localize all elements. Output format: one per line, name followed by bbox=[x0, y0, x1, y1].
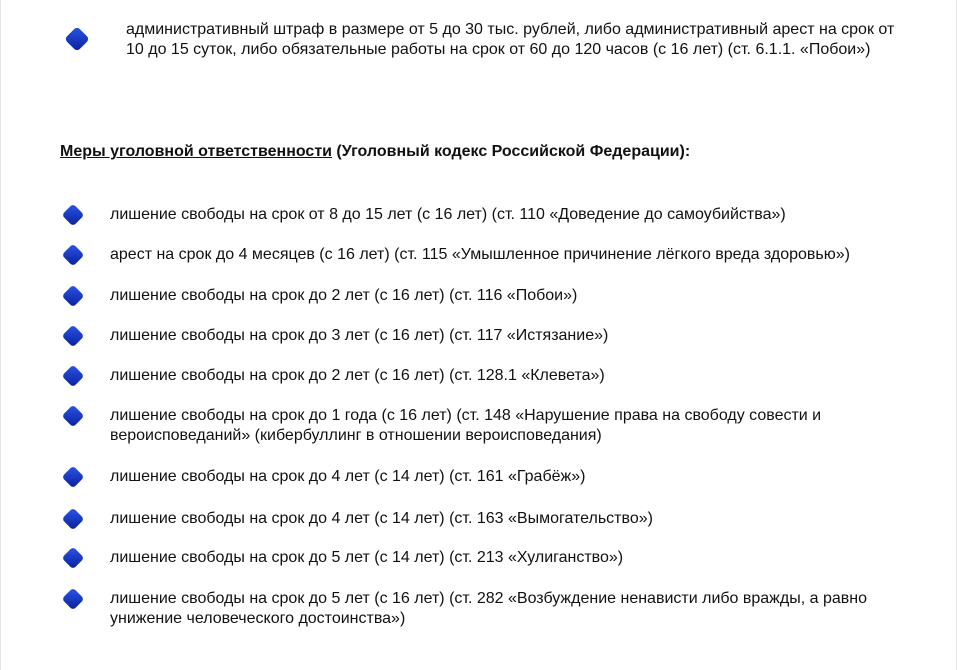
section-title-underlined: Меры уголовной ответственности bbox=[60, 143, 332, 160]
list-item-text: лишение свободы на срок до 4 лет (с 14 лет) (ст. 163 «Вымогательство») bbox=[110, 510, 653, 527]
blue-diamond-icon bbox=[60, 323, 86, 349]
list-item-text: лишение свободы на срок до 4 лет (с 14 лет) (ст. 161 «Грабёж») bbox=[110, 468, 586, 485]
list-item-text: административный штраф в размере от 5 до 30 тыс. рублей, либо административный арест на срок от 10 до 15 суток, либо обязательные работы на срок от 60 до 120 часов (с 16 лет) (ст. 6.1.1. «Побои») bbox=[126, 21, 895, 58]
blue-diamond-icon bbox=[60, 363, 86, 389]
blue-diamond-icon bbox=[60, 545, 86, 571]
list-item-text: лишение свободы на срок до 1 года (с 16 лет) (ст. 148 «Нарушение права на свободу совести и вероисповеданий» (кибербуллинг в отношении вероисповедания) bbox=[110, 407, 822, 444]
list-item-text: лишение свободы на срок до 2 лет (с 16 лет) (ст. 128.1 «Клевета») bbox=[110, 367, 605, 384]
blue-diamond-icon bbox=[60, 506, 86, 532]
list-item-text: лишение свободы на срок до 5 лет (с 14 лет) (ст. 213 «Хулиганство») bbox=[110, 549, 624, 566]
blue-diamond-icon bbox=[60, 464, 86, 490]
list-item-text: арест на срок до 4 месяцев (с 16 лет) (ст. 115 «Умышленное причинение лёгкого вреда здоровью») bbox=[110, 246, 850, 263]
list-item-text: лишение свободы на срок до 3 лет (с 16 лет) (ст. 117 «Истязание») bbox=[110, 327, 609, 344]
blue-diamond-icon bbox=[62, 24, 92, 54]
page-frame-left bbox=[0, 0, 1, 670]
list-item-text: лишение свободы на срок до 5 лет (с 16 лет) (ст. 282 «Возбуждение ненависти либо вражды, а равно унижение человеческого достоинства») bbox=[110, 590, 867, 627]
section-title bbox=[60, 142, 690, 162]
blue-diamond-icon bbox=[60, 586, 86, 612]
blue-diamond-icon bbox=[60, 202, 86, 228]
list-item-text: лишение свободы на срок до 2 лет (с 16 лет) (ст. 116 «Побои») bbox=[110, 287, 578, 304]
blue-diamond-icon bbox=[60, 403, 86, 429]
list-item-text: лишение свободы на срок от 8 до 15 лет (с 16 лет) (ст. 110 «Доведение до самоубийства») bbox=[110, 206, 786, 223]
blue-diamond-icon bbox=[60, 283, 86, 309]
blue-diamond-icon bbox=[60, 242, 86, 268]
section-title-rest: (Уголовный кодекс Российской Федерации): bbox=[331, 143, 691, 160]
